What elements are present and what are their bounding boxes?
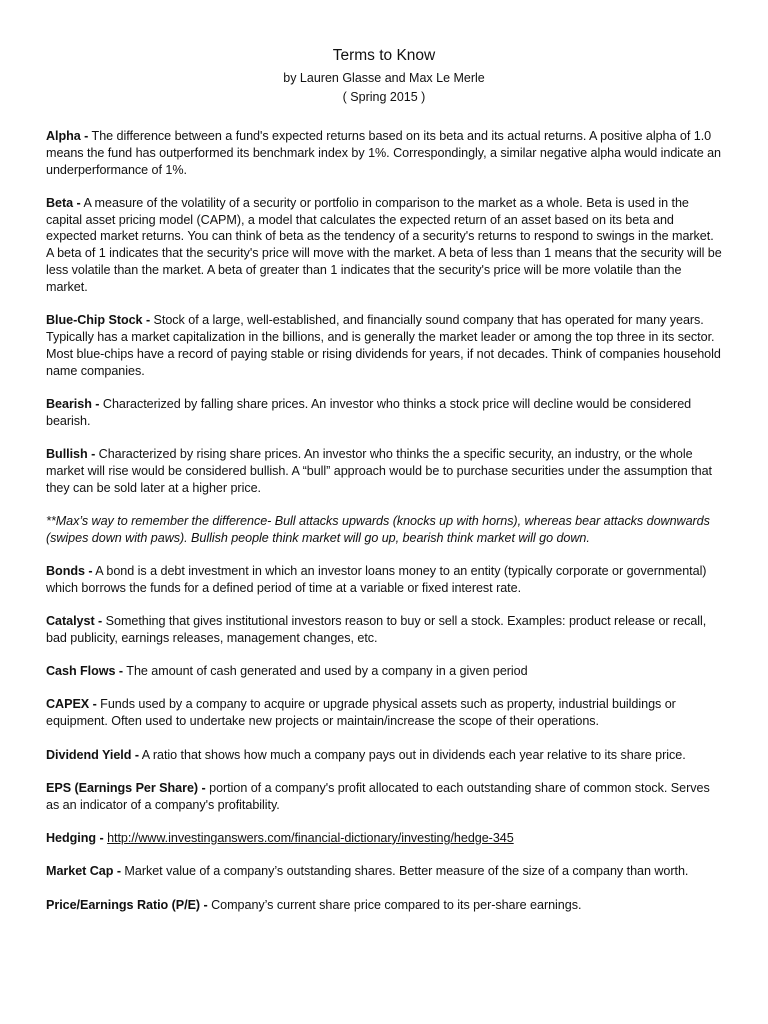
term-definition: Stock of a large, well-established, and financially sound company that has operated for many years. Typically has a market capitalization in the billions, and is generally the market leader or among the top three in its sector. Most blue-chips have a record of paying stable or rising dividends for years, if not decades. Think of companies household name companies.: [46, 313, 721, 378]
term-name: Catalyst -: [46, 614, 103, 629]
term-hedging: [46, 830, 722, 847]
term-definition: A bond is a debt investment in which an investor loans money to an entity (typically corporate or governmental) which borrows the funds for a defined period of time at a variable or fixed interest rate.: [46, 563, 707, 595]
term-definition: Characterized by falling share prices. An investor who thinks a stock price will decline would be considered bearish.: [46, 396, 692, 428]
term-capex: [46, 696, 722, 730]
term-dividend-yield: [46, 747, 722, 764]
document-date: ( Spring 2015 ): [342, 90, 426, 104]
term-name: Dividend Yield -: [46, 747, 139, 762]
term-name: Blue-Chip Stock -: [46, 313, 151, 328]
term-name: Bearish -: [46, 396, 100, 411]
term-catalyst: [46, 613, 722, 647]
term-name: EPS (Earnings Per Share) -: [46, 780, 206, 795]
term-definition: The difference between a fund's expected returns based on its beta and its actual returns. A positive alpha of 1.0 means the fund has outperformed its benchmark index by 1%. Correspondingly, a similar negative alpha would indicate an underperformance of 1%.: [46, 129, 722, 177]
document-title: Terms to Know: [332, 47, 436, 64]
hedging-link[interactable]: http://www.investinganswers.com/financial-dictionary/investing/hedge-345: [107, 830, 514, 845]
term-name: Price/Earnings Ratio (P/E) -: [46, 897, 208, 912]
term-definition: Company’s current share price compared to its per-share earnings.: [207, 897, 582, 912]
term-definition: portion of a company's profit allocated to each outstanding share of common stock. Serves as an indicator of a company's profitability.: [46, 780, 710, 812]
term-beta: [46, 195, 722, 296]
term-name: Beta -: [46, 195, 81, 210]
term-blue-chip-stock: [46, 312, 722, 379]
term-definition: Something that gives institutional investors reason to buy or sell a stock. Examples: product release or recall, bad publicity, earnings releases, management changes, etc.: [46, 614, 707, 645]
term-cash-flows: [46, 663, 722, 680]
term-name: CAPEX -: [46, 697, 97, 712]
term-bullish: [46, 446, 722, 496]
term-name: Bonds -: [46, 563, 93, 578]
term-definition: Funds used by a company to acquire or upgrade physical assets such as property, industrial buildings or equipment. Often used to undertake new projects or maintain/increase the scope of their operations.: [46, 697, 676, 729]
term-alpha: [46, 128, 722, 178]
term-definition: The amount of cash generated and used by a company in a given period: [123, 664, 528, 679]
term-bearish: [46, 396, 722, 430]
term-name: Alpha -: [46, 129, 89, 143]
term-definition: A measure of the volatility of a security or portfolio in comparison to the market as a whole. Beta is used in the capital asset pricing model (CAPM), a model that calculates the expected return of an asset based on its beta and expected market returns. You can think of beta as the tendency of a security's returns to respond to swings in the market. A beta of 1 indicates that the security's price will move with the market. A beta of less than 1 means that the security will be less volatile than the market. A beta of greater than 1 indicates that the security's price will be more volatile than the market.: [46, 195, 722, 294]
term-name: Hedging -: [46, 830, 104, 845]
term-name: Bullish -: [46, 446, 96, 461]
term-definition: A ratio that shows how much a company pays out in dividends each year relative to its share price.: [138, 747, 686, 762]
document-authors: by Lauren Glasse and Max Le Merle: [283, 71, 485, 85]
term-eps: [46, 780, 722, 814]
term-pe-ratio: [46, 897, 722, 914]
term-market-cap: [46, 863, 722, 880]
term-definition: Market value of a company’s outstanding shares. Better measure of the size of a company than worth.: [120, 864, 689, 879]
term-name: Cash Flows -: [46, 664, 124, 679]
document-header: [46, 46, 722, 107]
term-name: Market Cap -: [46, 864, 121, 879]
term-definition: Characterized by rising share prices. An investor who thinks the a specific security, an industry, or the whole market will rise would be considered bullish. A “bull” approach would be to purchase securities under the assumption that they can be sold later at a higher price.: [46, 446, 712, 495]
term-bonds: [46, 563, 722, 597]
bull-bear-note: **Max’s way to remember the difference- Bull attacks upwards (knocks up with horns), whereas bear attacks downwards (swipes down with paws). Bullish people think market will go up, bearish think market will go down.: [46, 513, 710, 545]
